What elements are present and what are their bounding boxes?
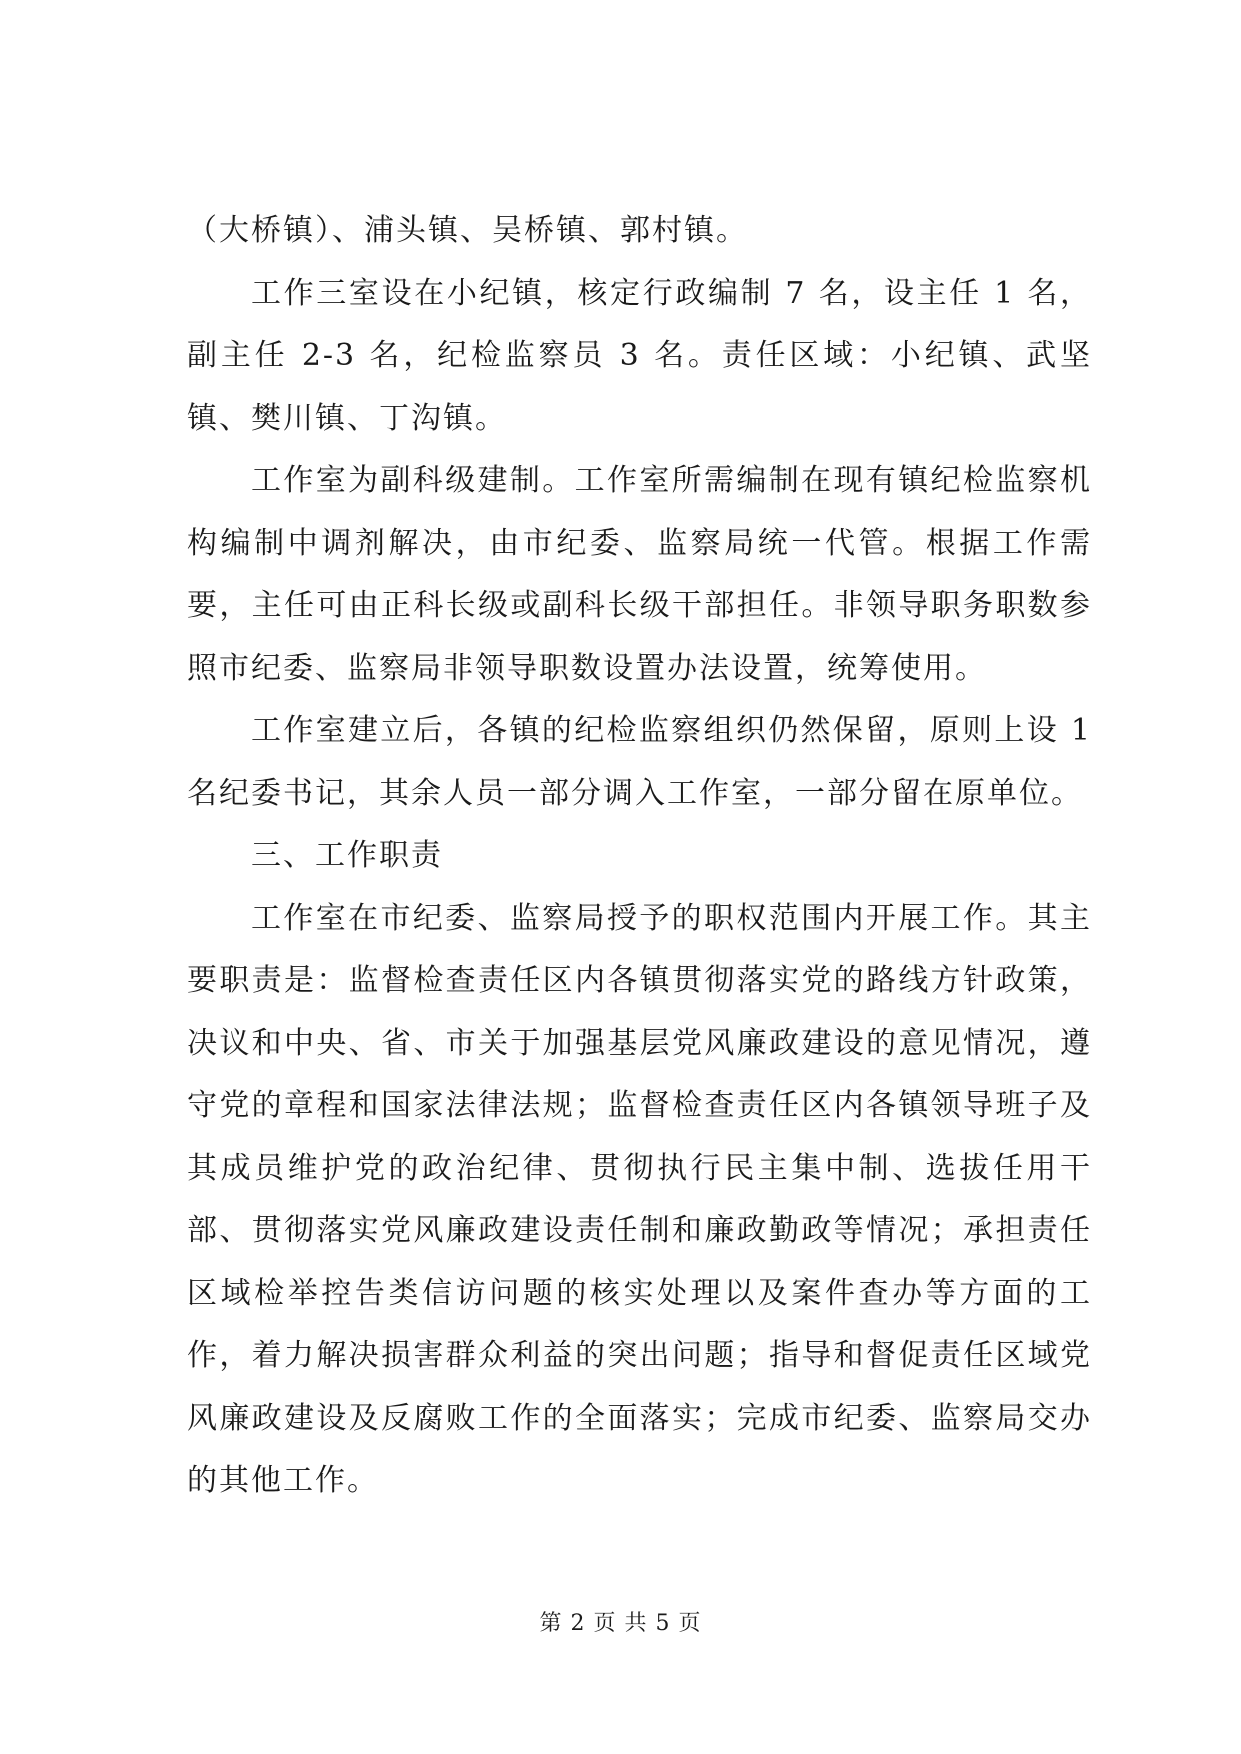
document-body bbox=[187, 200, 1092, 1513]
paragraph: 工作室在市纪委、监察局授予的职权范围内开展工作。其主要职责是：监督检查责任区内各镇贯彻落实党的路线方针政策，决议和中央、省、市关于加强基层党风廉政建设的意见情况，遵守党的章程和国家法律法规；监督检查责任区内各镇领导班子及其成员维护党的政治纪律、贯彻执行民主集中制、选拔任用干部、贯彻落实党风廉政建设责任制和廉政勤政等情况；承担责任区域检举控告类信访问题的核实处理以及案件查办等方面的工作，着力解决损害群众利益的突出问题；指导和督促责任区域党风廉政建设及反腐败工作的全面落实；完成市纪委、监察局交办的其他工作。 bbox=[187, 900, 1092, 1498]
section-heading: 三、工作职责 bbox=[251, 838, 443, 873]
paragraph: （大桥镇）、浦头镇、吴桥镇、郭村镇。 bbox=[187, 213, 748, 248]
paragraph: 工作室建立后，各镇的纪检监察组织仍然保留，原则上设 1 名纪委书记，其余人员一部分调入工作室，一部分留在原单位。 bbox=[187, 713, 1092, 811]
page-footer: 第 2 页 共 5 页 bbox=[539, 1611, 702, 1636]
paragraph: 工作三室设在小纪镇，核定行政编制 7 名，设主任 1 名，副主任 2-3 名，纪检监察员 3 名。责任区域：小纪镇、武坚镇、樊川镇、丁沟镇。 bbox=[187, 275, 1092, 436]
paragraph: 工作室为副科级建制。工作室所需编制在现有镇纪检监察机构编制中调剂解决，由市纪委、监察局统一代管。根据工作需要，主任可由正科长级或副科长级干部担任。非领导职务职数参照市纪委、监察局非领导职数设置办法设置，统筹使用。 bbox=[187, 463, 1092, 686]
